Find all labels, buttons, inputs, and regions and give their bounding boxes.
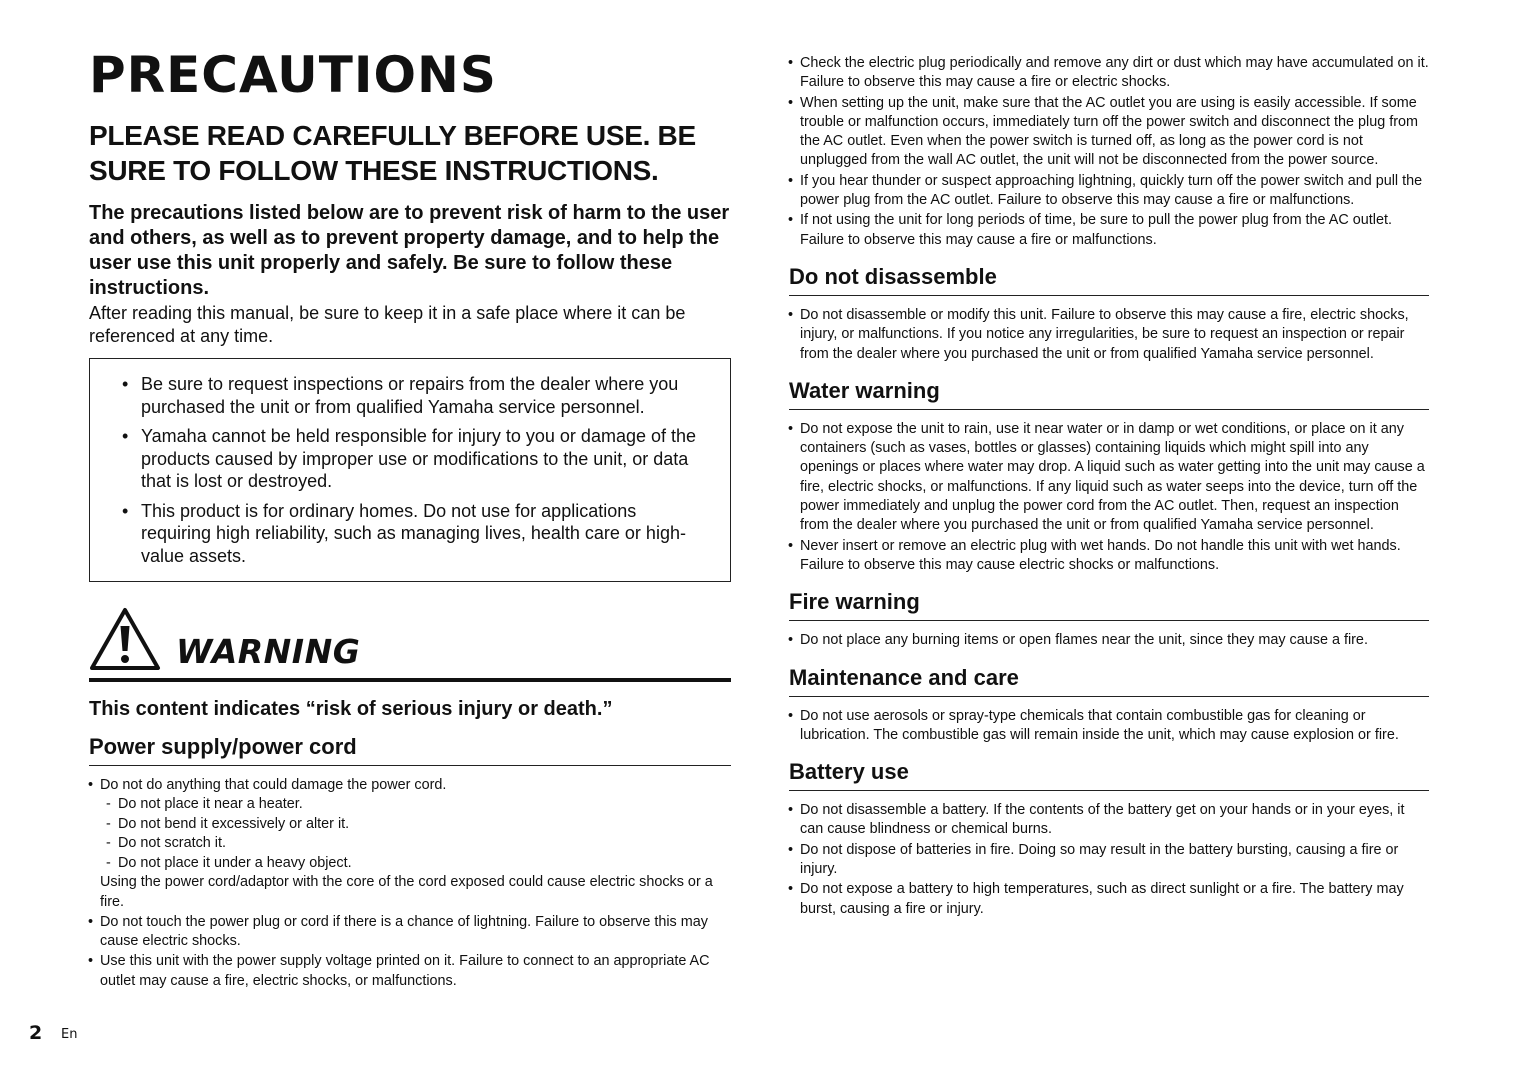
- page-title: PRECAUTIONS: [89, 46, 497, 104]
- page-language: En: [61, 1027, 78, 1042]
- list-item: • Do not use aerosols or spray-type chemicals that contain combustible gas for cleaning or lubrication. The combustible gas will remain inside the unit, which may cause explosion or fire.: [789, 707, 1429, 746]
- water-list: [789, 420, 1429, 575]
- fire-list: [789, 631, 1429, 650]
- list-item: • Never insert or remove an electric plug with wet hands. Do not handle this unit with wet hands. Failure to observe this may cause electric shocks or malfunctions.: [789, 537, 1429, 576]
- sub-item: - Do not place it under a heavy object.: [106, 854, 731, 874]
- section-heading-maintenance: Maintenance and care: [789, 664, 1429, 697]
- section-heading-water: Water warning: [789, 377, 1429, 410]
- page-number: 2: [29, 1022, 43, 1044]
- list-item: • Do not expose the unit to rain, use it near water or in damp or wet conditions, or place on it any containers (such as vases, bottles or glasses) containing liquids which might spill into any openings or places where water may drop. A liquid such as water getting into the unit may cause a fire, electric shocks, or malfunctions. If any liquid such as water seeps into the device, turn off the power immediately and unplug the power cord from the AC outlet. Then, request an inspection from the dealer where you purchased the unit or from qualified Yamaha service personnel.: [789, 420, 1429, 536]
- list-item: • Do not disassemble or modify this unit. Failure to observe this may cause a fire, electric shocks, injury, or malfunctions. If you notice any irregularities, be sure to request an inspection or repair from the dealer where you purchased the unit or from qualified Yamaha service personnel.: [789, 306, 1429, 364]
- power-continued-list: [789, 54, 1429, 250]
- list-item: [89, 776, 731, 912]
- notice-box: [89, 358, 731, 582]
- sub-item: - Do not place it near a heater.: [106, 795, 731, 815]
- list-item: • Do not expose a battery to high temperatures, such as direct sunlight or a fire. The battery may burst, causing a fire or injury.: [789, 880, 1429, 919]
- left-column: [89, 46, 731, 992]
- list-item: • If you hear thunder or suspect approaching lightning, quickly turn off the power switch and pull the power plug from the AC outlet. Failure to observe this may cause a fire or malfunctions.: [789, 172, 1429, 211]
- intro-bold-text: The precautions listed below are to prevent risk of harm to the user and others, as well as to prevent property damage, and to help the user use this unit properly and safely. Be sure to follow these instructions.: [89, 202, 730, 299]
- section-heading-fire: Fire warning: [789, 588, 1429, 621]
- disassemble-list: [789, 306, 1429, 364]
- notice-list: [122, 373, 700, 567]
- list-item: • When setting up the unit, make sure that the AC outlet you are using is easily accessible. If some trouble or malfunction occurs, immediately turn off the power switch and disconnect the plug from the AC outlet. Even when the power switch is turned off, as long as the power cord is not unplugged from the wall AC outlet, the unit will not be disconnected from the power source.: [789, 94, 1429, 171]
- maintenance-list: [789, 707, 1429, 746]
- list-item: • Do not place any burning items or open flames near the unit, since they may cause a fire.: [789, 631, 1429, 650]
- list-item: • Do not dispose of batteries in fire. Doing so may result in the battery bursting, causing a fire or injury.: [789, 841, 1429, 880]
- warning-header: [89, 602, 731, 682]
- list-item: • If not using the unit for long periods of time, be sure to pull the power plug from the AC outlet. Failure to observe this may cause a fire or malfunctions.: [789, 211, 1429, 250]
- list-item: • Use this unit with the power supply voltage printed on it. Failure to connect to an appropriate AC outlet may cause a fire, electric shocks, or malfunctions.: [89, 952, 731, 991]
- section-heading-power: Power supply/power cord: [89, 733, 731, 766]
- list-item: • Check the electric plug periodically and remove any dirt or dust which may have accumulated on it. Failure to observe this may cause a fire or electric shocks.: [789, 54, 1429, 93]
- right-column: [789, 54, 1429, 920]
- page-subtitle: PLEASE READ CAREFULLY BEFORE USE. BE SURE TO FOLLOW THESE INSTRUCTIONS.: [89, 120, 696, 186]
- battery-list: [789, 801, 1429, 919]
- sub-item: - Do not bend it excessively or alter it.: [106, 815, 731, 835]
- power-list: [89, 776, 731, 991]
- warning-triangle-icon: [89, 606, 161, 672]
- warning-label: WARNING: [176, 632, 361, 671]
- warning-description: This content indicates “risk of serious injury or death.”: [89, 698, 613, 720]
- list-item-text: Do not do anything that could damage the power cord.: [100, 777, 447, 793]
- list-item: • Do not disassemble a battery. If the contents of the battery get on your hands or in your eyes, it can cause blindness or chemical burns.: [789, 801, 1429, 840]
- notice-item: • Yamaha cannot be held responsible for injury to you or damage of the products caused by improper use or modifications to the unit, or data that is lost or destroyed.: [122, 425, 700, 493]
- sub-item: - Do not scratch it.: [106, 834, 731, 854]
- section-heading-disassemble: Do not disassemble: [789, 263, 1429, 296]
- notice-item: • Be sure to request inspections or repairs from the dealer where you purchased the unit or from qualified Yamaha service personnel.: [122, 373, 700, 418]
- notice-item: • This product is for ordinary homes. Do not use for applications requiring high reliability, such as managing lives, health care or high-value assets.: [122, 500, 700, 568]
- list-item: • Do not touch the power plug or cord if there is a chance of lightning. Failure to observe this may cause electric shocks.: [89, 913, 731, 952]
- list-item-text: Using the power cord/adaptor with the core of the cord exposed could cause electric shocks or a fire.: [100, 874, 713, 910]
- sub-list: [100, 795, 731, 873]
- section-heading-battery: Battery use: [789, 758, 1429, 791]
- intro-plain-text: After reading this manual, be sure to keep it in a safe place where it can be referenced at any time.: [89, 303, 686, 346]
